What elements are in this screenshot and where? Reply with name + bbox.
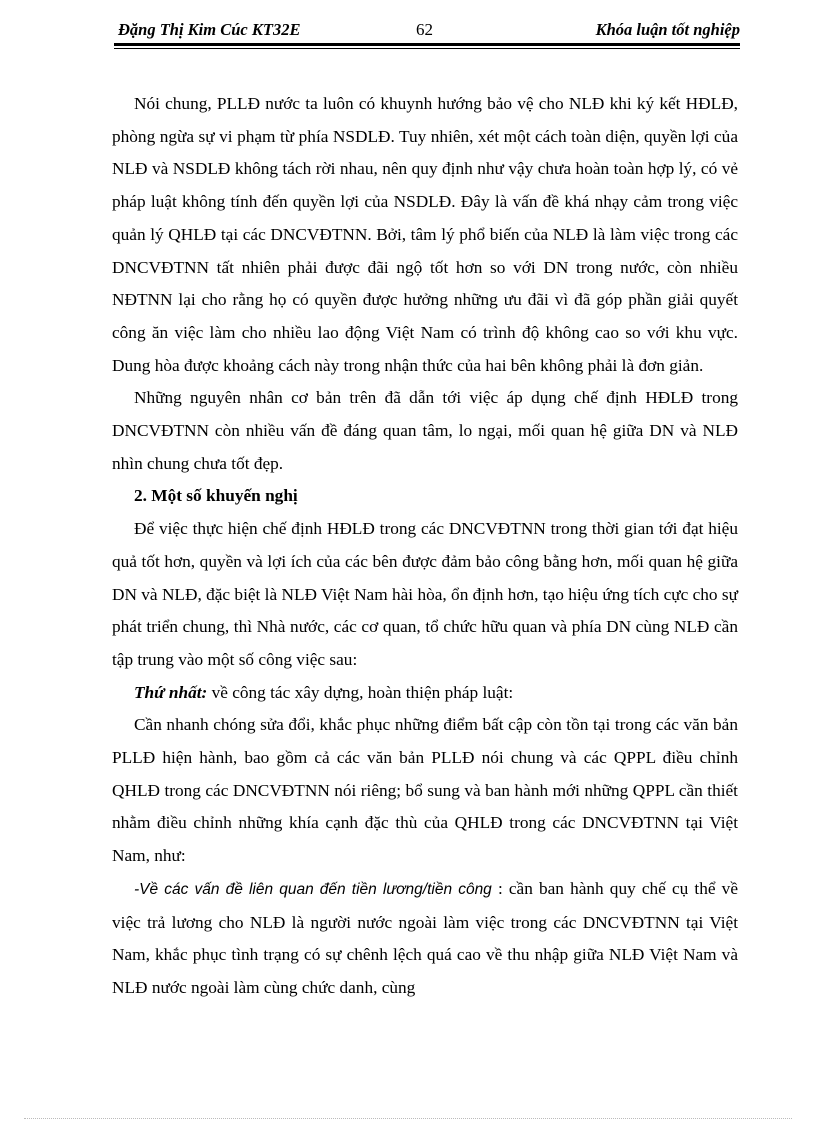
- paragraph-4: [112, 677, 738, 710]
- footer-dotted-rule: [24, 1118, 792, 1119]
- page-header: [114, 16, 740, 44]
- paragraph-2: Những nguyên nhân cơ bản trên đã dẫn tới việc áp dụng chế định HĐLĐ trong DNCVĐTNN còn nhiều vấn đề đáng quan tâm, lo ngại, mối quan hệ giữa DN và NLĐ nhìn chung chưa tốt đẹp.: [112, 388, 738, 473]
- header-document-title: Khóa luận tốt nghiệp: [595, 20, 740, 39]
- page-body: [112, 88, 738, 1005]
- header-author: Đặng Thị Kim Cúc KT32E: [118, 20, 301, 39]
- paragraph-1: Nói chung, PLLĐ nước ta luôn có khuynh hướng bảo vệ cho NLĐ khi ký kết HĐLĐ, phòng ngừa sự vi phạm từ phía NSDLĐ. Tuy nhiên, xét một cách toàn diện, quyền lợi của NLĐ và NSDLĐ không tách rời nhau, nên quy định như vậy chưa hoàn toàn hợp lý, có vẻ pháp luật không tính đến quyền lợi của NSDLĐ. Đây là vấn đề khá nhạy cảm trong việc quản lý QHLĐ tại các DNCVĐTNN. Bởi, tâm lý phổ biến của NLĐ là làm việc trong các DNCVĐTNN tất nhiên phải được đãi ngộ tốt hơn so với DN trong nước, còn nhiều NĐTNN lại cho rằng họ có quyền được hưởng những ưu đãi vì đã góp phần giải quyết công ăn việc làm cho nhiều lao động Việt Nam có trình độ không cao so với khu vực. Dung hòa được khoảng cách này trong nhận thức của hai bên không phải là đơn giản.: [112, 94, 738, 375]
- header-rule-thick: [114, 43, 740, 46]
- header-rule-thin: [114, 48, 740, 49]
- paragraph-6-lead: -Về các vấn đề liên quan đến tiền lương/tiền công: [134, 880, 492, 898]
- paragraph-5: Cần nhanh chóng sửa đổi, khắc phục những điểm bất cập còn tồn tại trong các văn bản PLLĐ hiện hành, bao gồm cả các văn bản PLLĐ nói chung và các QPPL điều chỉnh QHLĐ trong các DNCVĐTNN nói riêng; bổ sung và ban hành mới những QPPL cần thiết nhằm điều chỉnh những khía cạnh đặc thù của QHLĐ trong các DNCVĐTNN tại Việt Nam, như:: [112, 715, 738, 866]
- paragraph-4-lead: Thứ nhất:: [134, 682, 208, 702]
- paragraph-6-text: : cần ban hành quy chế cụ thể về việc trả lương cho NLĐ là người nước ngoài làm việc trong các DNCVĐTNN tại Việt Nam, khắc phục tình trạng có sự chênh lệch quá cao về thu nhập giữa NLĐ Việt Nam và NLĐ nước ngoài làm cùng chức danh, cùng: [112, 878, 738, 997]
- paragraph-4-text: về công tác xây dựng, hoàn thiện pháp luật:: [207, 682, 514, 702]
- page-number: 62: [416, 20, 433, 39]
- section-heading: 2. Một số khuyến nghị: [134, 486, 298, 506]
- paragraph-6: [112, 873, 738, 1005]
- paragraph-3: Để việc thực hiện chế định HĐLĐ trong các DNCVĐTNN trong thời gian tới đạt hiệu quả tốt hơn, quyền và lợi ích của các bên được đảm bảo công bằng hơn, mối quan hệ giữa DN và NLĐ, đặc biệt là NLĐ Việt Nam hài hòa, ổn định hơn, tạo hiệu ứng tích cực cho sự phát triển chung, thì Nhà nước, các cơ quan, tổ chức hữu quan và phía DN cùng NLĐ cần tập trung vào một số công việc sau:: [112, 519, 738, 669]
